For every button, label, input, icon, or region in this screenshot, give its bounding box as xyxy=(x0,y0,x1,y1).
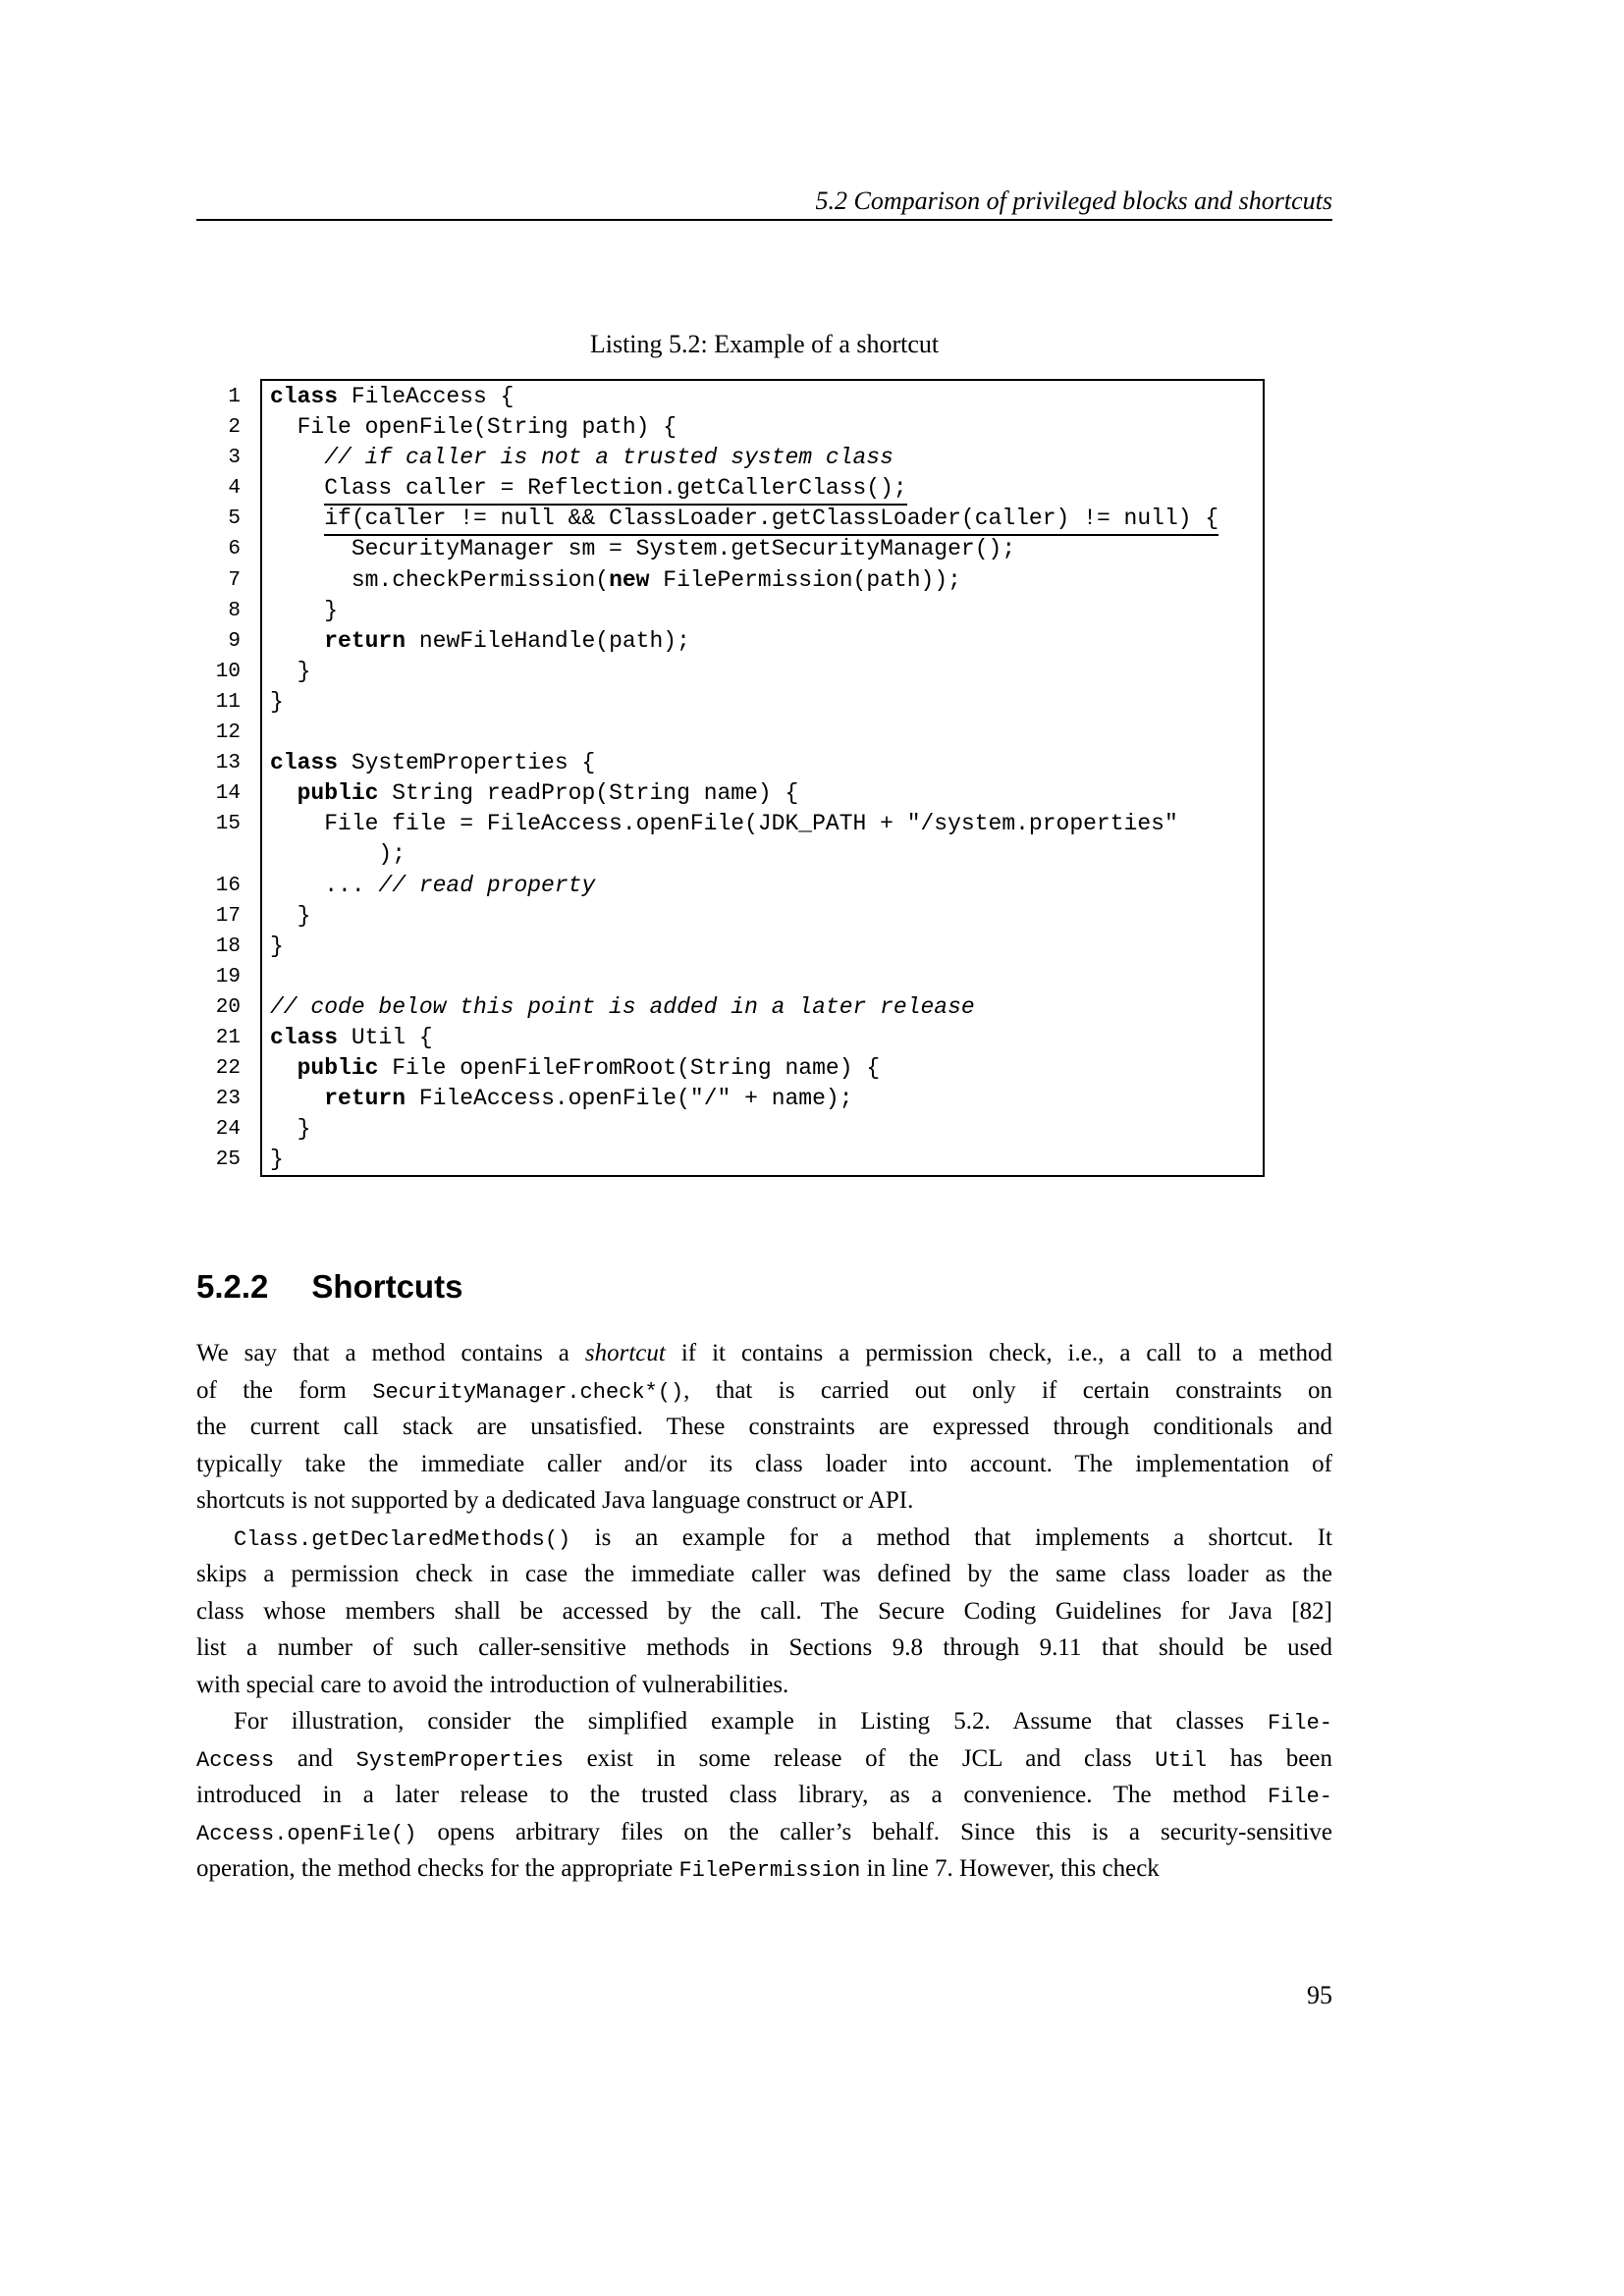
code-segment xyxy=(270,475,324,501)
line-number: 25 xyxy=(215,1148,241,1172)
inline-code: File- xyxy=(1267,1785,1332,1809)
line-number: 7 xyxy=(228,568,241,592)
body-text-segment: We say that a method contains a xyxy=(196,1340,585,1366)
code-line xyxy=(270,443,893,473)
code-line xyxy=(270,382,514,412)
code-segment: public xyxy=(297,780,379,807)
line-number: 5 xyxy=(228,507,241,531)
line-number: 12 xyxy=(215,721,241,745)
code-row xyxy=(147,626,1218,657)
code-line xyxy=(270,871,595,901)
body-text-segment: with special care to avoid the introduction of vulnerabilities. xyxy=(196,1671,789,1698)
body-text-segment: and xyxy=(274,1744,356,1772)
line-number: 17 xyxy=(215,904,241,928)
code-row xyxy=(147,901,1218,932)
code-row xyxy=(147,382,1218,412)
inline-code: Access.openFile() xyxy=(196,1821,417,1846)
code-line xyxy=(270,1053,880,1084)
inline-code: Class.getDeclaredMethods() xyxy=(234,1526,571,1552)
code-row xyxy=(147,871,1218,901)
body-text xyxy=(196,1335,1332,1888)
code-row xyxy=(147,534,1218,564)
inline-code: FilePermission xyxy=(678,1858,861,1883)
code-row xyxy=(147,565,1218,596)
code-line xyxy=(270,565,961,596)
code-segment: if(caller != null && ClassLoader.getClassLoader(caller) != null) { xyxy=(324,506,1218,536)
body-line xyxy=(196,1409,1332,1446)
section-number: 5.2.2 xyxy=(196,1268,269,1305)
code-row xyxy=(147,778,1218,809)
inline-code: SecurityManager.check*() xyxy=(372,1379,684,1405)
body-text-segment: introduced in a later release to the trusted class library, as a convenience. The method xyxy=(196,1782,1268,1808)
code-line xyxy=(270,1084,853,1114)
code-row xyxy=(147,596,1218,626)
body-text-segment: shortcuts is not supported by a dedicated Java language construct or API. xyxy=(196,1487,914,1514)
running-header: 5.2 Comparison of privileged blocks and shortcuts xyxy=(815,187,1332,215)
code-row xyxy=(147,1084,1218,1114)
code-line xyxy=(270,412,677,443)
code-row xyxy=(147,718,1218,748)
code-row xyxy=(147,932,1218,962)
code-line xyxy=(270,778,798,809)
line-number: 8 xyxy=(228,599,241,622)
code-segment: String readProp(String name) { xyxy=(378,780,799,807)
code-row xyxy=(147,839,1218,870)
code-row xyxy=(147,992,1218,1023)
inline-code: Access xyxy=(196,1747,275,1773)
line-number: 13 xyxy=(215,752,241,775)
line-number: 21 xyxy=(215,1026,241,1049)
body-line xyxy=(196,1777,1332,1814)
code-segment: Class caller = Reflection.getCallerClass(); xyxy=(324,475,907,506)
code-line xyxy=(270,1145,284,1175)
code-segment: } xyxy=(270,902,311,929)
code-line xyxy=(270,596,338,626)
code-listing xyxy=(147,382,1218,1175)
code-segment: ... xyxy=(270,872,379,898)
code-line xyxy=(270,1114,310,1145)
code-segment: File openFileFromRoot(String name) { xyxy=(378,1055,881,1082)
line-number: 23 xyxy=(215,1088,241,1111)
body-line xyxy=(196,1335,1332,1372)
line-number: 1 xyxy=(228,386,241,408)
code-line xyxy=(270,504,1218,534)
body-text-segment: class whose members shall be accessed by the call. The Secure Coding Guidelines for Java [82] xyxy=(196,1597,1332,1625)
code-segment xyxy=(270,1055,298,1081)
line-number: 9 xyxy=(228,629,241,653)
listing-caption: Listing 5.2: Example of a shortcut xyxy=(589,330,940,358)
code-segment: } xyxy=(270,658,311,684)
code-row xyxy=(147,1023,1218,1053)
code-row xyxy=(147,687,1218,718)
body-text-segment: skips a permission check in case the immediate caller was defined by the same class loader as the xyxy=(196,1561,1332,1587)
line-number: 24 xyxy=(215,1118,241,1142)
body-text-segment: For illustration, consider the simplified example in Listing 5.2. Assume that classes xyxy=(234,1708,1268,1735)
line-number: 15 xyxy=(215,813,241,836)
code-segment: File file = FileAccess.openFile(JDK_PATH + "/system.properties" xyxy=(270,811,1178,837)
code-row xyxy=(147,412,1218,443)
code-line xyxy=(270,839,406,870)
code-segment: // code below this point is added in a later release xyxy=(270,993,975,1020)
code-row xyxy=(147,443,1218,473)
body-line xyxy=(196,1556,1332,1593)
body-text-segment: operation, the method checks for the appropriate xyxy=(196,1855,679,1882)
body-text-segment: of the form xyxy=(196,1376,373,1404)
code-segment: return xyxy=(324,627,406,654)
line-number: 19 xyxy=(215,965,241,988)
body-text-segment: opens arbitrary files on the caller’s behalf. Since this is a security-sensitive xyxy=(416,1818,1332,1845)
line-number: 16 xyxy=(215,874,241,897)
body-line xyxy=(196,1446,1332,1483)
code-row xyxy=(147,962,1218,992)
code-line xyxy=(270,1023,433,1053)
code-row xyxy=(147,1053,1218,1084)
code-segment: SecurityManager sm = System.getSecurityManager(); xyxy=(270,536,1016,562)
body-line xyxy=(196,1703,1332,1740)
code-row xyxy=(147,504,1218,534)
code-line xyxy=(270,626,690,657)
code-segment: // if caller is not a trusted system class xyxy=(324,445,893,471)
code-row xyxy=(147,1114,1218,1145)
line-number: 6 xyxy=(228,538,241,561)
code-line xyxy=(270,473,907,504)
body-text-segment: shortcut xyxy=(584,1340,666,1366)
line-number: 11 xyxy=(215,690,241,714)
body-line xyxy=(196,1520,1332,1557)
inline-code: Util xyxy=(1155,1747,1208,1773)
code-segment: FilePermission(path)); xyxy=(649,566,961,593)
code-segment: // read property xyxy=(378,872,596,898)
body-text-segment: exist in some release of the JCL and class xyxy=(563,1744,1156,1772)
line-number: 14 xyxy=(215,782,241,806)
code-segment: FileAccess { xyxy=(338,384,514,409)
code-segment xyxy=(270,1086,324,1111)
section-title: Shortcuts xyxy=(311,1268,463,1305)
body-line xyxy=(196,1629,1332,1667)
code-line xyxy=(270,657,310,687)
page-number: 95 xyxy=(1307,1981,1332,2009)
line-number: 3 xyxy=(228,447,241,470)
body-line xyxy=(196,1814,1332,1851)
code-line xyxy=(270,687,284,718)
code-line xyxy=(270,992,975,1023)
body-text-segment: if it contains a permission check, i.e., a call to a method xyxy=(665,1340,1332,1366)
code-segment: newFileHandle(path); xyxy=(406,627,690,654)
code-line xyxy=(270,748,595,778)
code-segment: new xyxy=(609,566,650,593)
body-line xyxy=(196,1667,1332,1704)
body-line xyxy=(196,1372,1332,1410)
code-segment: } xyxy=(270,688,284,715)
line-number: 20 xyxy=(215,995,241,1019)
code-segment: class xyxy=(270,750,339,776)
code-row xyxy=(147,748,1218,778)
code-line xyxy=(270,809,1178,839)
body-line xyxy=(196,1740,1332,1778)
line-number: 10 xyxy=(215,660,241,683)
line-number: 2 xyxy=(228,416,241,440)
body-text-segment: typically take the immediate caller and/or its class loader into account. The implementation of xyxy=(196,1450,1332,1477)
inline-code: SystemProperties xyxy=(355,1747,564,1773)
section-heading xyxy=(196,1268,462,1306)
code-segment xyxy=(270,506,324,531)
body-text-segment: , that is carried out only if certain constraints on xyxy=(683,1376,1332,1404)
code-segment xyxy=(270,628,324,654)
code-segment: class xyxy=(270,384,339,409)
code-row xyxy=(147,1145,1218,1175)
code-row xyxy=(147,473,1218,504)
code-segment: sm.checkPermission( xyxy=(270,566,610,593)
line-number: 18 xyxy=(215,934,241,958)
code-segment: public xyxy=(297,1055,379,1082)
code-segment: FileAccess.openFile("/" + name); xyxy=(406,1086,853,1112)
code-segment: class xyxy=(270,1024,339,1050)
code-segment: Util { xyxy=(338,1024,433,1050)
code-row xyxy=(147,657,1218,687)
body-text-segment: in line 7. However, this check xyxy=(860,1855,1160,1882)
header-rule xyxy=(196,219,1332,221)
code-segment: } xyxy=(270,1116,311,1143)
code-segment: ); xyxy=(270,841,406,868)
code-segment: } xyxy=(270,1147,284,1173)
code-segment xyxy=(270,445,324,470)
body-text-segment: list a number of such caller-sensitive methods in Sections 9.8 through 9.11 that should be used xyxy=(196,1634,1332,1661)
body-text-segment: has been xyxy=(1207,1744,1332,1772)
body-text-segment: is an example for a method that implements a shortcut. It xyxy=(570,1523,1332,1551)
code-segment: } xyxy=(270,597,339,623)
body-line xyxy=(196,1850,1332,1888)
code-line xyxy=(270,534,1015,564)
inline-code: File- xyxy=(1267,1711,1332,1735)
line-number xyxy=(147,839,241,870)
body-line xyxy=(196,1482,1332,1520)
code-line xyxy=(270,932,284,962)
line-number: 4 xyxy=(228,477,241,501)
body-line xyxy=(196,1593,1332,1630)
body-text-segment: the current call stack are unsatisfied. These constraints are expressed through conditionals and xyxy=(196,1414,1332,1440)
code-segment: return xyxy=(324,1086,406,1112)
code-segment: } xyxy=(270,933,284,959)
line-number: 22 xyxy=(215,1057,241,1081)
code-segment: SystemProperties { xyxy=(338,750,596,776)
code-segment: File openFile(String path) { xyxy=(270,414,677,441)
code-line xyxy=(270,901,310,932)
code-segment xyxy=(270,780,298,806)
code-row xyxy=(147,809,1218,839)
